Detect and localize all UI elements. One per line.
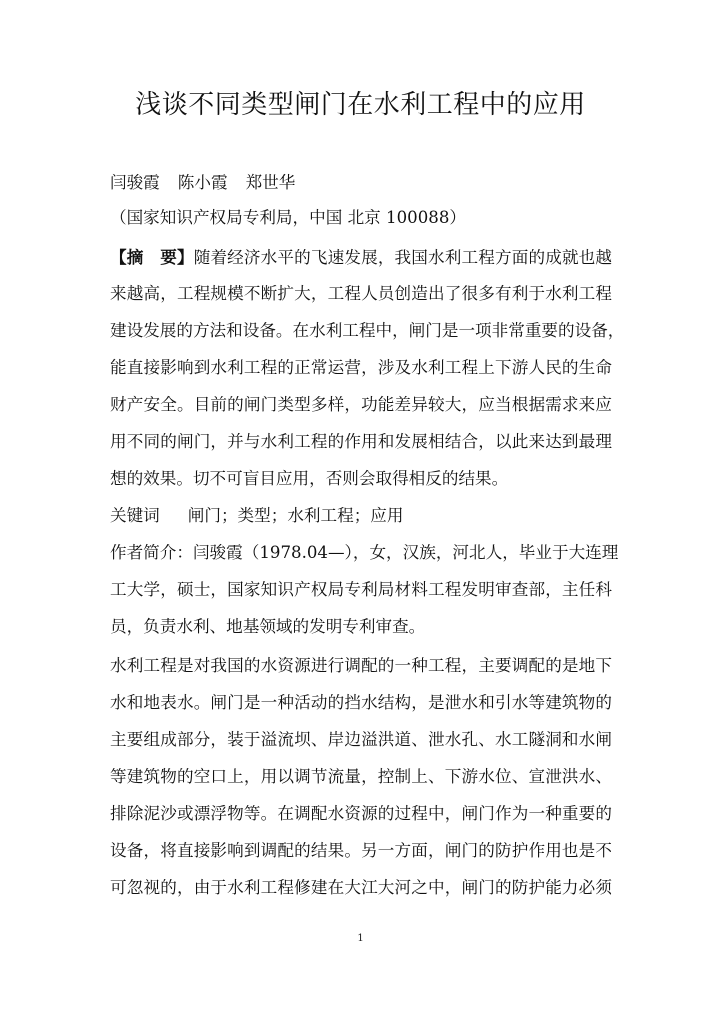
body-line: 设备，将直接影响到调配的结果。另一方面，闸门的防护作用也是不 (110, 841, 612, 860)
abstract-line: 想的效果。切不可盲目应用，否则会取得相反的结果。 (110, 469, 509, 488)
author-bio-line: 作者简介：闫骏霞（1978.04—），女，汉族，河北人，毕业于大连理 (110, 543, 619, 562)
body-line: 可忽视的，由于水利工程修建在大江大河之中，闸门的防护能力必须 (110, 878, 612, 897)
author-bio-line: 员，负责水利、地基领域的发明专利审查。 (110, 617, 426, 636)
body-line: 主要组成部分，装于溢流坝、岸边溢洪道、泄水孔、水工隧洞和水闸 (110, 730, 612, 749)
affiliation: （国家知识产权局专利局，中国 北京 100088） (110, 208, 466, 227)
body-line: 排除泥沙或漂浮物等。在调配水资源的过程中，闸门作为一种重要的 (110, 804, 612, 823)
author-bio-line: 工大学，硕士，国家知识产权局专利局材料工程发明审查部，主任科 (110, 580, 612, 599)
document-title: 浅谈不同类型闸门在水利工程中的应用 (135, 90, 586, 120)
abstract-line: 建设发展的方法和设备。在水利工程中，闸门是一项非常重要的设备， (110, 321, 625, 340)
abstract-line: 来越高，工程规模不断扩大，工程人员创造出了很多有利于水利工程 (110, 284, 612, 303)
abstract-line: 财产安全。目前的闸门类型多样，功能差异较大，应当根据需求来应 (110, 395, 612, 414)
author-list (110, 172, 612, 194)
body-line: 水和地表水。闸门是一种活动的挡水结构，是泄水和引水等建筑物的 (110, 693, 612, 712)
keywords-label: 关键词 (110, 506, 160, 525)
abstract-label: 【摘 要】 (110, 247, 194, 267)
abstract-line: 用不同的闸门，并与水利工程的作用和发展相结合，以此来达到最理 (110, 432, 612, 451)
abstract-line: 【摘 要】随着经济水平的飞速发展，我国水利工程方面的成就也越 (110, 247, 613, 267)
body-line: 等建筑物的空口上，用以调节流量，控制上、下游水位、宣泄洪水、 (110, 767, 612, 786)
page-number: 1 (357, 933, 364, 944)
keywords (110, 505, 612, 527)
author-name: 闫骏霞 (110, 173, 160, 192)
abstract-line: 能直接影响到水利工程的正常运营，涉及水利工程上下游人民的生命 (110, 358, 612, 377)
author-name: 郑世华 (245, 173, 296, 192)
author-name: 陈小霞 (177, 173, 228, 192)
body-line: 水利工程是对我国的水资源进行调配的一种工程，主要调配的是地下 (110, 656, 612, 675)
keywords-value: 闸门；类型；水利工程；应用 (187, 506, 404, 525)
